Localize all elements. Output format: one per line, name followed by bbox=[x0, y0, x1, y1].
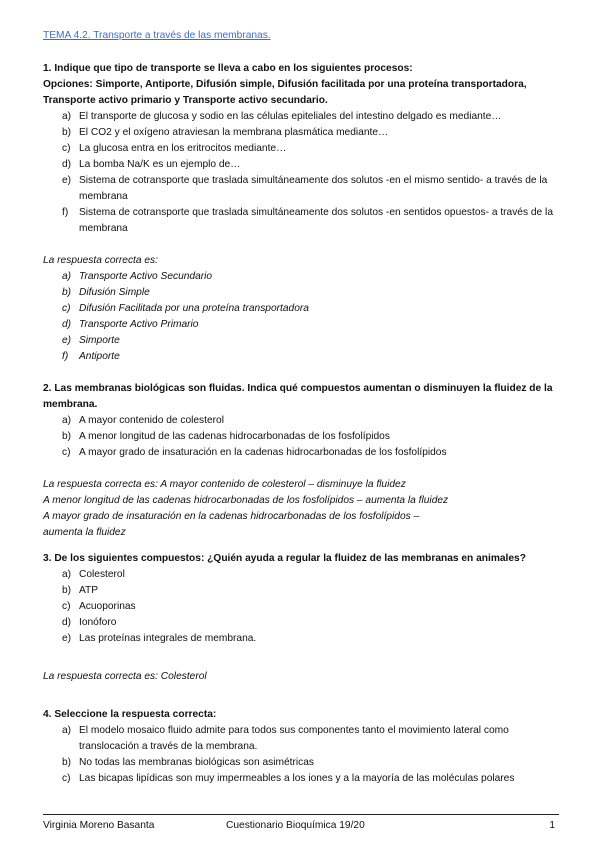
list-item: b) No todas las membranas biológicas son asimétricas bbox=[62, 757, 314, 768]
page-footer bbox=[43, 814, 559, 831]
answer-line: aumenta la fluidez bbox=[43, 527, 126, 538]
question-1-options: Opciones: Simporte, Antiporte, Difusión simple, Difusión facilitada por una proteína transportadora, Transporte activo primario y Transporte activo secundario. bbox=[43, 79, 527, 106]
list-item: c) La glucosa entra en los eritrocitos mediante… bbox=[62, 143, 287, 154]
question-1: 1. Indique que tipo de transporte se lleva a cabo en los siguientes procesos: bbox=[43, 63, 413, 74]
list-item: f) Sistema de cotransporte que traslada simultáneamente dos solutos -en sentidos opuestos- a través de la membrana bbox=[62, 207, 553, 234]
answer-line: A mayor grado de insaturación en la cadenas hidrocarbonadas de los fosfolípidos – bbox=[43, 511, 420, 522]
document-title[interactable]: TEMA 4.2. Transporte a través de las membranas. bbox=[43, 30, 271, 41]
question-3: 3. De los siguientes compuestos: ¿Quién ayuda a regular la fluidez de las membranas en animales? bbox=[43, 553, 526, 564]
answer-item: b) Difusión Simple bbox=[62, 287, 150, 298]
question-3-items bbox=[43, 567, 559, 647]
question-4: 4. Seleccione la respuesta correcta: bbox=[43, 709, 217, 720]
list-item: c) Las bicapas lipídicas son muy impermeables a los iones y a la mayoría de las moléculas polares bbox=[62, 773, 515, 784]
list-item: e) Las proteínas integrales de membrana. bbox=[62, 633, 257, 644]
answer-line: La respuesta correcta es: Colesterol bbox=[43, 671, 207, 682]
list-item: a) Colesterol bbox=[62, 569, 125, 580]
list-item: a) A mayor contenido de colesterol bbox=[62, 415, 224, 426]
document-page bbox=[43, 28, 559, 787]
answer-heading: La respuesta correcta es: bbox=[43, 255, 158, 266]
list-item: b) ATP bbox=[62, 585, 99, 596]
question-1-answers bbox=[43, 269, 559, 365]
list-item: d) Ionóforo bbox=[62, 617, 117, 628]
list-item: d) La bomba Na/K es un ejemplo de… bbox=[62, 159, 241, 170]
answer-item: e) Simporte bbox=[62, 335, 120, 346]
footer-author: Virginia Moreno Basanta bbox=[43, 820, 155, 831]
question-4-items bbox=[43, 723, 559, 787]
answer-item: d) Transporte Activo Primario bbox=[62, 319, 199, 330]
answer-line: A menor longitud de las cadenas hidrocarbonadas de los fosfolípidos – aumenta la fluidez bbox=[43, 495, 449, 506]
list-item: b) A menor longitud de las cadenas hidrocarbonadas de los fosfolípidos bbox=[62, 431, 390, 442]
list-item: e) Sistema de cotransporte que traslada simultáneamente dos solutos -en el mismo sentido- a través de la membrana bbox=[62, 175, 548, 202]
list-item: c) Acuoporinas bbox=[62, 601, 136, 612]
list-item: a) El modelo mosaico fluido admite para todos sus componentes tanto el movimiento lateral como translocación a través de la membrana. bbox=[62, 725, 509, 752]
list-item: b) El CO2 y el oxígeno atraviesan la membrana plasmática mediante… bbox=[62, 127, 389, 138]
question-1-items bbox=[43, 109, 559, 237]
answer-item: f) Antiporte bbox=[62, 351, 120, 362]
question-2-items bbox=[43, 413, 559, 461]
answer-item: a) Transporte Activo Secundario bbox=[62, 271, 213, 282]
answer-line: La respuesta correcta es: A mayor contenido de colesterol – disminuye la fluidez bbox=[43, 479, 406, 490]
question-2: 2. Las membranas biológicas son fluidas. Indica qué compuestos aumentan o disminuyen la fluidez de la membrana. bbox=[43, 383, 553, 410]
page-number: 1 bbox=[549, 820, 555, 831]
answer-item: c) Difusión Facilitada por una proteína transportadora bbox=[62, 303, 309, 314]
list-item: c) A mayor grado de insaturación en la cadenas hidrocarbonadas de los fosfolípidos bbox=[62, 447, 447, 458]
list-item: a) El transporte de glucosa y sodio en las células epiteliales del intestino delgado es mediante… bbox=[62, 111, 502, 122]
footer-course: Cuestionario Bioquímica 19/20 bbox=[226, 820, 365, 831]
